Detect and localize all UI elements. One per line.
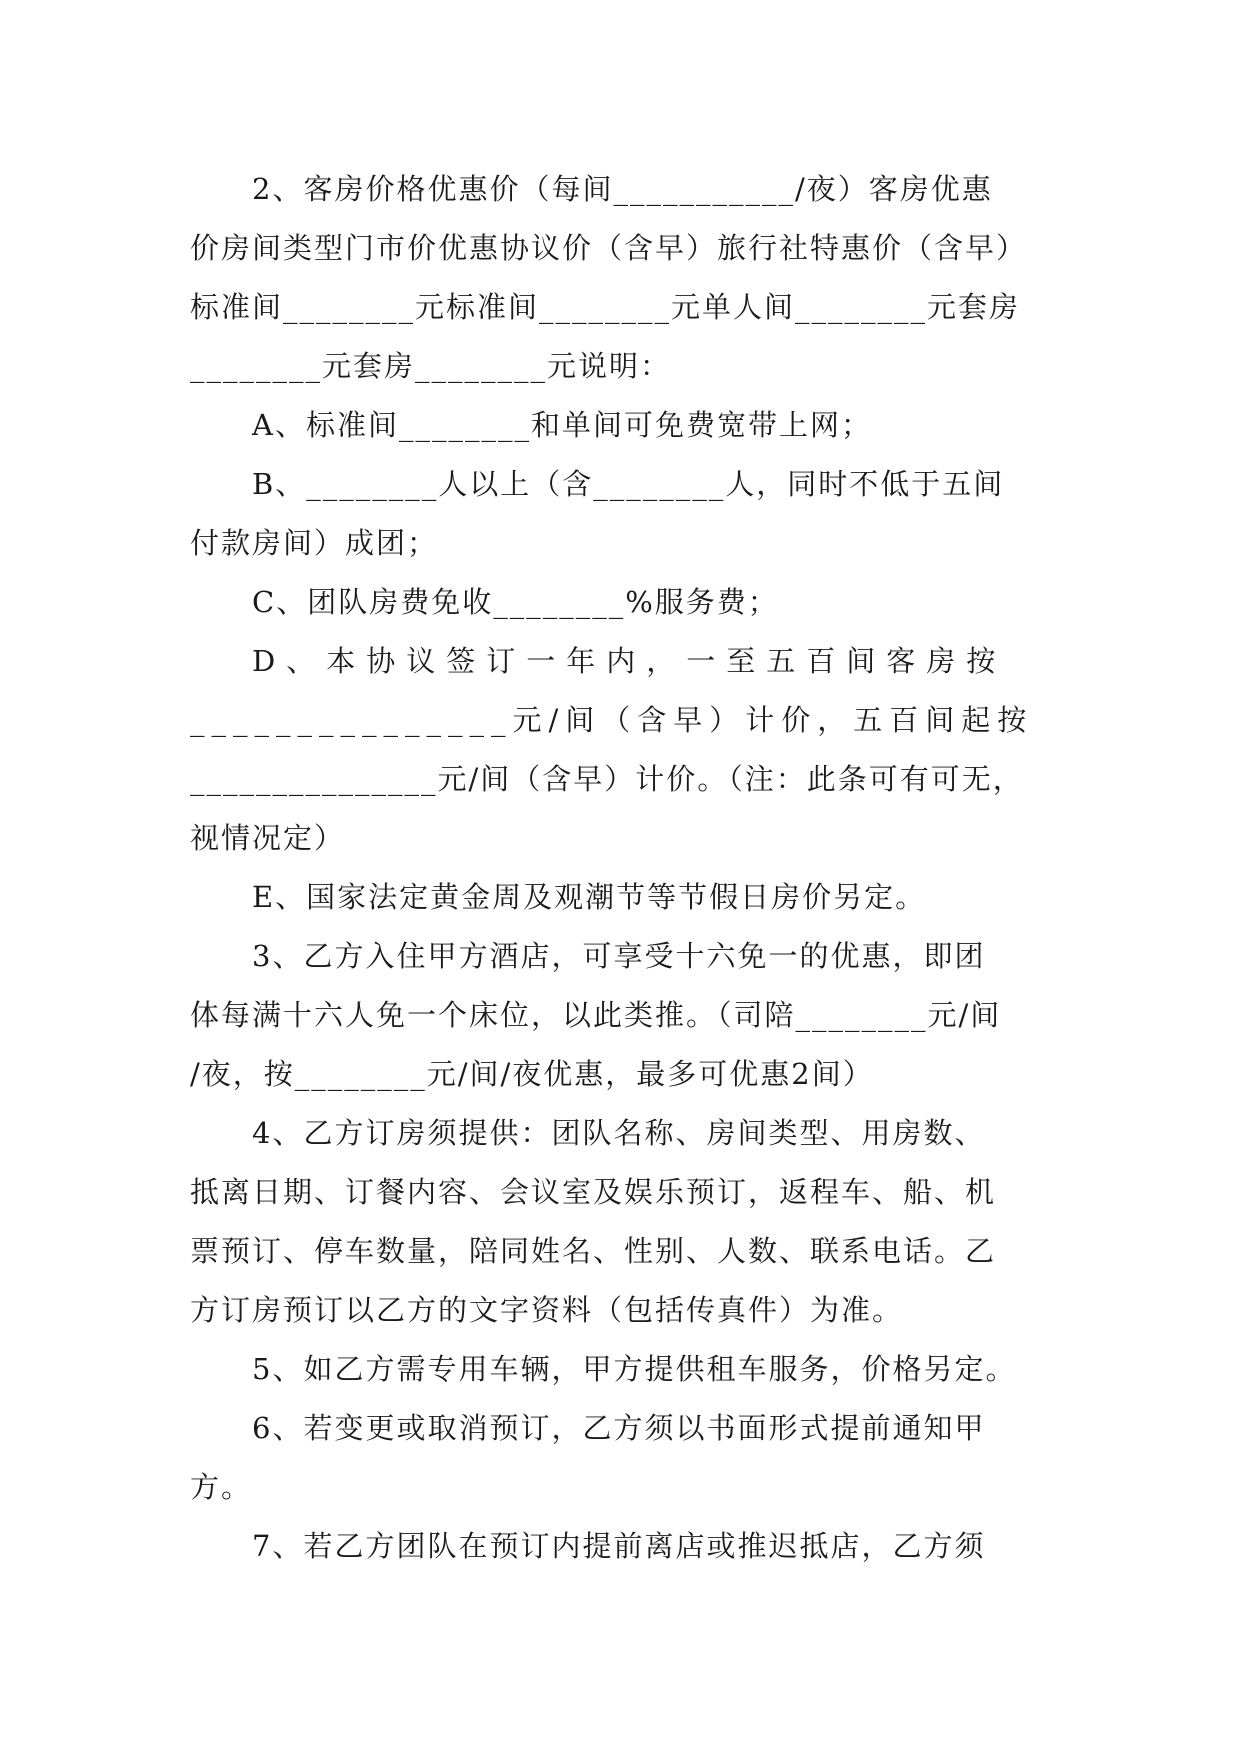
- paragraph-line: E、国家法定黄金周及观潮节等节假日房价另定。: [252, 880, 927, 914]
- paragraph-line: D、本协议签订一年内，一至五百间客房按: [252, 644, 1007, 678]
- paragraph-line: _______________元/间（含早）计价。（注：此条可有可无，: [190, 762, 1024, 796]
- paragraph-line: 5、如乙方需专用车辆，甲方提供租车服务，价格另定。: [252, 1352, 1017, 1386]
- paragraph-line: C、团队房费免收________%服务费；: [252, 585, 779, 619]
- paragraph-line: 2、客房价格优惠价（每间___________/夜）客房优惠: [252, 172, 993, 206]
- paragraph-line: 6、若变更或取消预订，乙方须以书面形式提前通知甲: [252, 1411, 986, 1445]
- paragraph-line: 抵离日期、订餐内容、会议室及娱乐预订，返程车、船、机: [190, 1175, 997, 1209]
- paragraph-line: 4、乙方订房须提供：团队名称、房间类型、用房数、: [252, 1116, 986, 1150]
- paragraph-line: 付款房间）成团；: [190, 526, 439, 560]
- paragraph-line: ________元套房________元说明：: [190, 349, 672, 383]
- paragraph-line: 方订房预订以乙方的文字资料（包括传真件）为准。: [190, 1293, 904, 1327]
- paragraph-line: 价房间类型门市价优惠协议价（含早）旅行社特惠价（含早）: [190, 231, 1028, 265]
- paragraph-line: 标准间________元标准间________元单人间________元套房: [190, 290, 1021, 324]
- paragraph-line: _______________元/间（含早）计价，五百间起按: [190, 703, 1034, 737]
- document-page: [190, 160, 1050, 1576]
- paragraph-line: 视情况定）: [190, 821, 346, 855]
- paragraph-line: 体每满十六人免一个床位，以此类推。（司陪________元/间: [190, 998, 1002, 1032]
- paragraph-line: 3、乙方入住甲方酒店，可享受十六免一的优惠，即团: [252, 939, 986, 973]
- paragraph-line: /夜，按________元/间/夜优惠，最多可优惠2间）: [190, 1057, 874, 1091]
- paragraph-line: 票预订、停车数量，陪同姓名、性别、人数、联系电话。乙: [190, 1234, 997, 1268]
- paragraph-line: 方。: [190, 1470, 253, 1504]
- paragraph-line: B、________人以上（含________人，同时不低于五间: [252, 467, 1005, 501]
- paragraph-line: A、标准间________和单间可免费宽带上网；: [252, 408, 872, 442]
- paragraph-line: 7、若乙方团队在预订内提前离店或推迟抵店，乙方须: [252, 1529, 986, 1563]
